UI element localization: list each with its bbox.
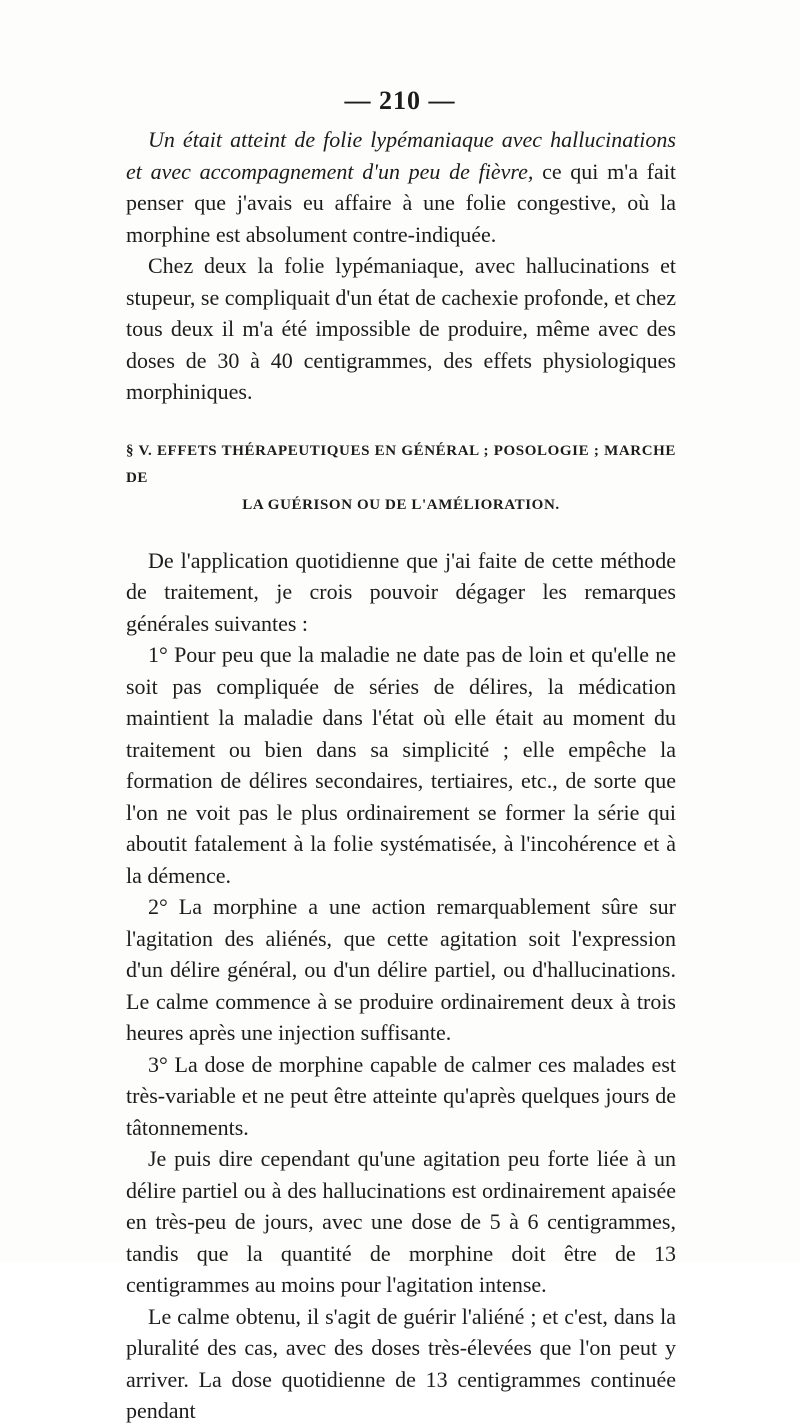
paragraph-8: Le calme obtenu, il s'agit de guérir l'aliéné ; et c'est, dans la pluralité des cas, avec des doses très-élevées que l'on peut y arriver. La dose quotidienne de 13 centigrammes continuée pendant — [126, 1303, 676, 1423]
section-heading-line-2: LA GUÉRISON OU DE L'AMÉLIORATION. — [242, 496, 560, 513]
paragraph-6: 3° La dose de morphine capable de calmer ces malades est très-variable et ne peut être atteinte qu'après quelques jours de tâtonnements. — [126, 1051, 676, 1140]
paragraph-7: Je puis dire cependant qu'une agitation peu forte liée à un délire partiel ou à des hallucinations est ordinairement apaisée en très-peu de jours, avec une dose de 5 à 6 centigrammes, tandis que la quantité de morphine doit être de 13 centigrammes au moins pour l'agitation intense. — [126, 1146, 676, 1297]
page-number: — 210 — — [344, 86, 456, 115]
paragraph-5: 2° La morphine a une action remarquablement sûre sur l'agitation des aliénés, que cette agitation soit l'expression d'un délire général, ou d'un délire partiel, ou d'hallucinations. Le calme commence à se produire ordinairement deux à trois heures après une injection suffisante. — [126, 894, 676, 1045]
paragraph-3: De l'application quotidienne que j'ai faite de cette méthode de traitement, je crois pouvoir dégager les remarques générales suivantes : — [126, 547, 676, 636]
paragraph-4: 1° Pour peu que la maladie ne date pas de loin et qu'elle ne soit pas compliquée de séries de délires, la médication maintient la maladie dans l'état où elle était au moment du traitement ou bien dans sa simplicité ; elle empêche la formation de délires secondaires, tertiaires, etc., de sorte que l'on ne voit pas le plus ordinairement se former la série qui aboutit fatalement à la folie systématisée, à l'incohérence et à la démence. — [126, 642, 676, 888]
paragraph-2: Chez deux la folie lypémaniaque, avec hallucinations et stupeur, se compliquait d'un état de cachexie profonde, et chez tous deux il m'a été impossible de produire, même avec des doses de 30 à 40 centigrammes, des effets physiologiques morphiniques. — [126, 253, 676, 404]
paragraph-1 — [126, 124, 676, 250]
paragraph-1-rest: ce qui m'a fait penser que j'avais eu affaire à une folie congestive, où la morphine est absolument contre-indiquée. — [126, 158, 676, 247]
section-heading — [126, 438, 676, 519]
body-text — [126, 124, 676, 1427]
section-heading-line-1: § V. EFFETS THÉRAPEUTIQUES EN GÉNÉRAL ; POSOLOGIE ; MARCHE DE — [126, 442, 676, 486]
paragraph-1-italic: Un était atteint de folie lypémaniaque avec hallucinations et avec accompagnement d'un peu de fièvre, — [126, 127, 676, 184]
